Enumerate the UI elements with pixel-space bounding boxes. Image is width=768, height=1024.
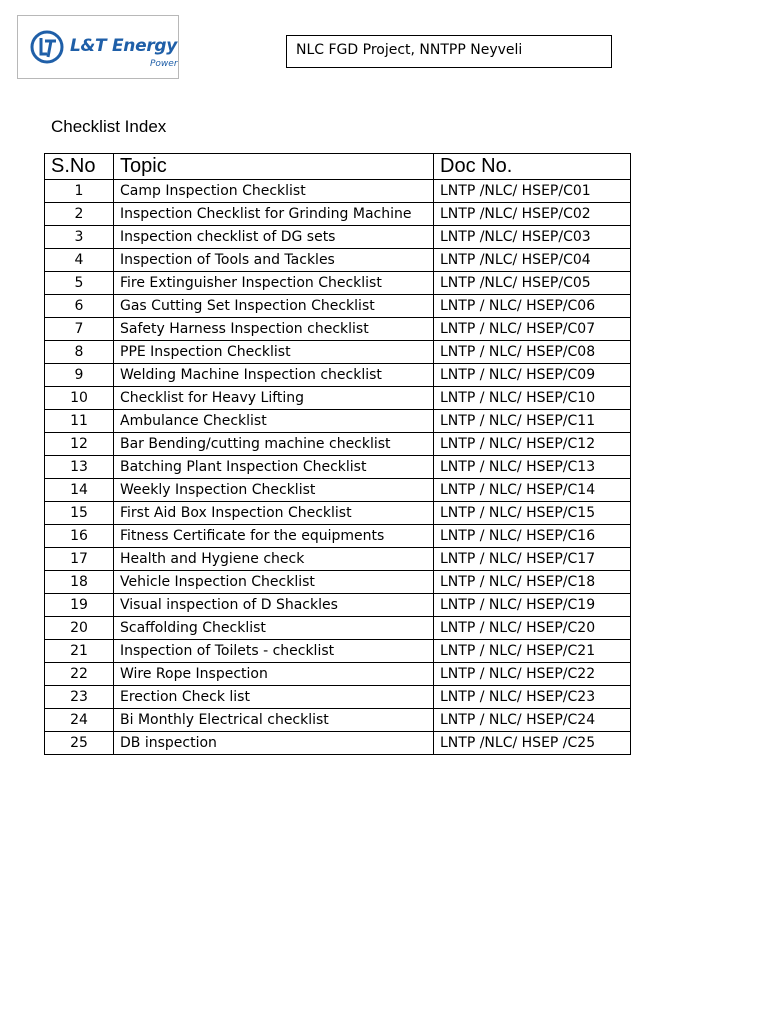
cell-doc-no: LNTP /NLC/ HSEP/C03 xyxy=(434,226,631,249)
cell-doc-no: LNTP /NLC/ HSEP /C25 xyxy=(434,732,631,755)
cell-doc-no: LNTP / NLC/ HSEP/C07 xyxy=(434,318,631,341)
table-row xyxy=(45,180,631,203)
table-row xyxy=(45,709,631,732)
table-row xyxy=(45,364,631,387)
cell-topic: Fire Extinguisher Inspection Checklist xyxy=(114,272,434,295)
cell-sno: 9 xyxy=(45,364,114,387)
table-row xyxy=(45,226,631,249)
cell-topic: Ambulance Checklist xyxy=(114,410,434,433)
table-row xyxy=(45,594,631,617)
cell-doc-no: LNTP / NLC/ HSEP/C21 xyxy=(434,640,631,663)
cell-topic: Wire Rope Inspection xyxy=(114,663,434,686)
cell-doc-no: LNTP /NLC/ HSEP/C05 xyxy=(434,272,631,295)
logo-subtitle: Power xyxy=(150,59,178,69)
cell-sno: 19 xyxy=(45,594,114,617)
cell-doc-no: LNTP / NLC/ HSEP/C16 xyxy=(434,525,631,548)
cell-topic: Visual inspection of D Shackles xyxy=(114,594,434,617)
cell-sno: 25 xyxy=(45,732,114,755)
table-row xyxy=(45,203,631,226)
cell-doc-no: LNTP / NLC/ HSEP/C15 xyxy=(434,502,631,525)
cell-doc-no: LNTP / NLC/ HSEP/C17 xyxy=(434,548,631,571)
cell-topic: Bar Bending/cutting machine checklist xyxy=(114,433,434,456)
cell-sno: 8 xyxy=(45,341,114,364)
cell-topic: Gas Cutting Set Inspection Checklist xyxy=(114,295,434,318)
cell-sno: 11 xyxy=(45,410,114,433)
cell-topic: Batching Plant Inspection Checklist xyxy=(114,456,434,479)
table-row xyxy=(45,571,631,594)
cell-sno: 13 xyxy=(45,456,114,479)
checklist-index-title: Checklist Index xyxy=(51,117,167,136)
table-row xyxy=(45,548,631,571)
table-row xyxy=(45,456,631,479)
cell-sno: 10 xyxy=(45,387,114,410)
table-row xyxy=(45,640,631,663)
cell-topic: Health and Hygiene check xyxy=(114,548,434,571)
cell-topic: Vehicle Inspection Checklist xyxy=(114,571,434,594)
table-body xyxy=(45,180,631,755)
cell-topic: Welding Machine Inspection checklist xyxy=(114,364,434,387)
cell-topic: Inspection checklist of DG sets xyxy=(114,226,434,249)
cell-doc-no: LNTP / NLC/ HSEP/C18 xyxy=(434,571,631,594)
cell-doc-no: LNTP / NLC/ HSEP/C19 xyxy=(434,594,631,617)
cell-sno: 6 xyxy=(45,295,114,318)
table-row xyxy=(45,318,631,341)
cell-doc-no: LNTP /NLC/ HSEP/C04 xyxy=(434,249,631,272)
cell-doc-no: LNTP / NLC/ HSEP/C20 xyxy=(434,617,631,640)
cell-doc-no: LNTP / NLC/ HSEP/C23 xyxy=(434,686,631,709)
table-row xyxy=(45,617,631,640)
table-row xyxy=(45,433,631,456)
cell-doc-no: LNTP / NLC/ HSEP/C13 xyxy=(434,456,631,479)
cell-sno: 2 xyxy=(45,203,114,226)
table-row xyxy=(45,249,631,272)
cell-topic: Checklist for Heavy Lifting xyxy=(114,387,434,410)
cell-doc-no: LNTP / NLC/ HSEP/C22 xyxy=(434,663,631,686)
cell-doc-no: LNTP / NLC/ HSEP/C10 xyxy=(434,387,631,410)
table-row xyxy=(45,732,631,755)
cell-sno: 17 xyxy=(45,548,114,571)
table-row xyxy=(45,387,631,410)
header-doc-no: Doc No. xyxy=(434,154,631,180)
cell-sno: 21 xyxy=(45,640,114,663)
cell-sno: 1 xyxy=(45,180,114,203)
cell-topic: Scaffolding Checklist xyxy=(114,617,434,640)
cell-doc-no: LNTP / NLC/ HSEP/C12 xyxy=(434,433,631,456)
cell-topic: First Aid Box Inspection Checklist xyxy=(114,502,434,525)
table-row xyxy=(45,272,631,295)
table-row xyxy=(45,502,631,525)
table-header-row xyxy=(45,154,631,180)
cell-doc-no: LNTP / NLC/ HSEP/C24 xyxy=(434,709,631,732)
cell-sno: 15 xyxy=(45,502,114,525)
company-logo xyxy=(17,15,179,79)
cell-sno: 24 xyxy=(45,709,114,732)
cell-topic: PPE Inspection Checklist xyxy=(114,341,434,364)
cell-topic: DB inspection xyxy=(114,732,434,755)
logo-name: L&T Energy xyxy=(70,36,178,56)
cell-doc-no: LNTP /NLC/ HSEP/C01 xyxy=(434,180,631,203)
cell-sno: 7 xyxy=(45,318,114,341)
cell-doc-no: LNTP / NLC/ HSEP/C06 xyxy=(434,295,631,318)
cell-topic: Inspection Checklist for Grinding Machine xyxy=(114,203,434,226)
cell-doc-no: LNTP / NLC/ HSEP/C08 xyxy=(434,341,631,364)
table-row xyxy=(45,479,631,502)
cell-doc-no: LNTP /NLC/ HSEP/C02 xyxy=(434,203,631,226)
cell-sno: 23 xyxy=(45,686,114,709)
table-row xyxy=(45,663,631,686)
table-row xyxy=(45,686,631,709)
table-row xyxy=(45,410,631,433)
cell-sno: 20 xyxy=(45,617,114,640)
cell-sno: 22 xyxy=(45,663,114,686)
cell-topic: Fitness Certificate for the equipments xyxy=(114,525,434,548)
cell-topic: Weekly Inspection Checklist xyxy=(114,479,434,502)
cell-topic: Inspection of Toilets - checklist xyxy=(114,640,434,663)
project-title: NLC FGD Project, NNTPP Neyveli xyxy=(286,35,612,68)
cell-doc-no: LNTP / NLC/ HSEP/C14 xyxy=(434,479,631,502)
cell-topic: Erection Check list xyxy=(114,686,434,709)
cell-topic: Inspection of Tools and Tackles xyxy=(114,249,434,272)
cell-topic: Safety Harness Inspection checklist xyxy=(114,318,434,341)
cell-sno: 18 xyxy=(45,571,114,594)
cell-sno: 4 xyxy=(45,249,114,272)
cell-sno: 5 xyxy=(45,272,114,295)
cell-sno: 12 xyxy=(45,433,114,456)
header-sno: S.No xyxy=(45,154,114,180)
cell-sno: 16 xyxy=(45,525,114,548)
cell-doc-no: LNTP / NLC/ HSEP/C09 xyxy=(434,364,631,387)
table-row xyxy=(45,295,631,318)
lt-logo-icon xyxy=(30,30,64,64)
cell-sno: 3 xyxy=(45,226,114,249)
cell-topic: Bi Monthly Electrical checklist xyxy=(114,709,434,732)
header-topic: Topic xyxy=(114,154,434,180)
cell-sno: 14 xyxy=(45,479,114,502)
table-row xyxy=(45,341,631,364)
checklist-table xyxy=(44,153,631,755)
cell-topic: Camp Inspection Checklist xyxy=(114,180,434,203)
table-row xyxy=(45,525,631,548)
cell-doc-no: LNTP / NLC/ HSEP/C11 xyxy=(434,410,631,433)
